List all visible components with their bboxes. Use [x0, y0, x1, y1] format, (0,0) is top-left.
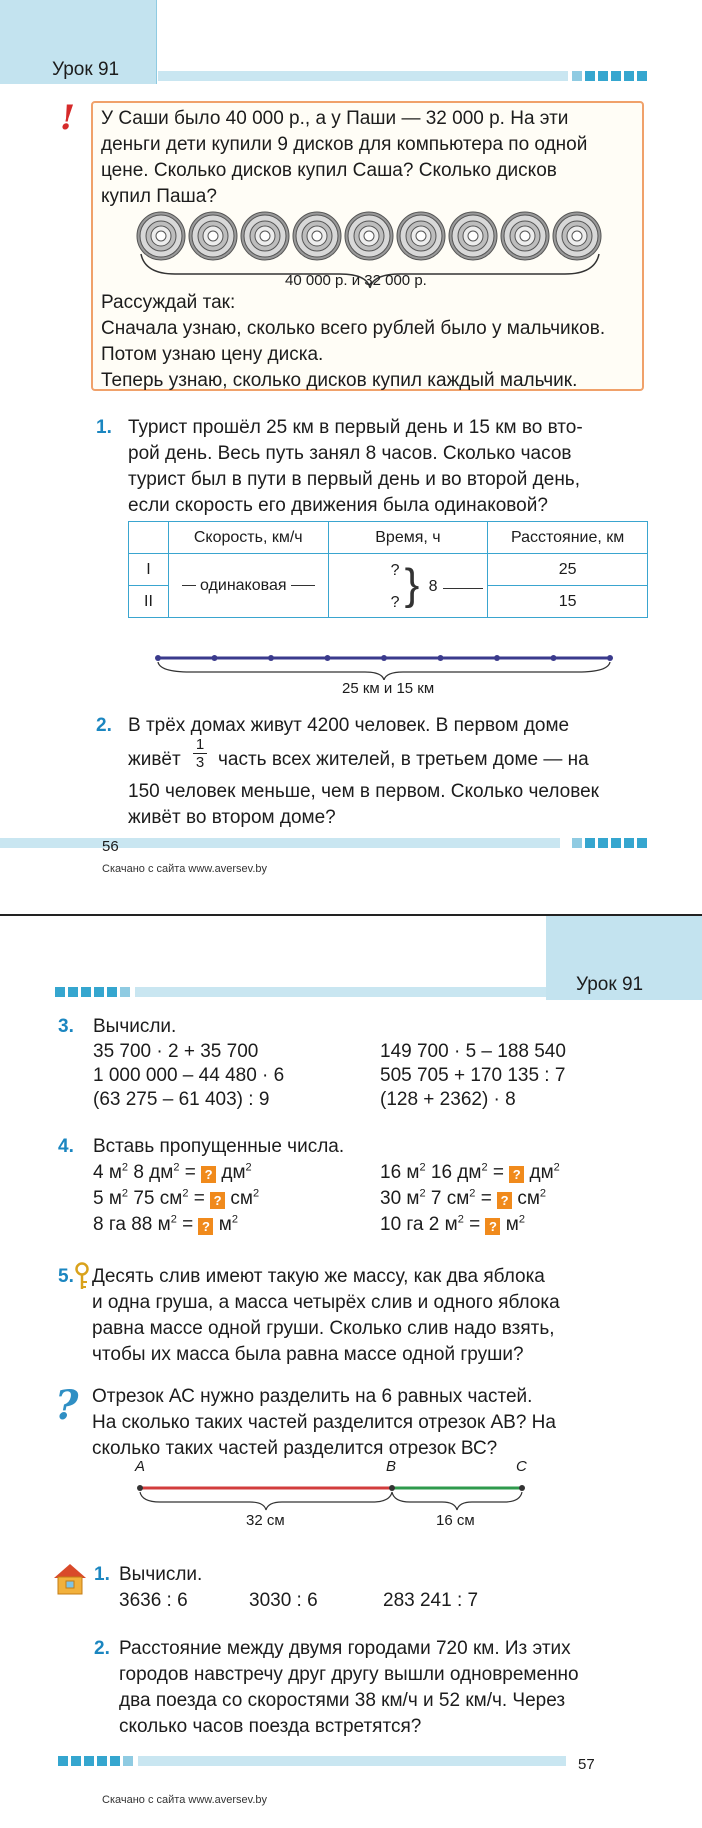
header-time: Время, ч [328, 522, 488, 554]
task1-number: 1. [96, 417, 112, 438]
task1-line: если скорость его движения была одинаковой? [128, 495, 548, 516]
task5-number: 5. [58, 1266, 74, 1287]
disc-icon [241, 212, 289, 260]
disc-icon [137, 212, 185, 260]
task4-equation: 16 $м^2$ 16 $дм^2$ = ? $дм^2$ [380, 1161, 560, 1183]
segment-label: 25 км и 15 км [342, 680, 435, 697]
task-box-line: У Саши было 40 000 р., а у Паши — 32 000 р. На эти [101, 108, 569, 129]
task1-line: турист был в пути в первый день и во второй день, [128, 469, 580, 490]
row-label: I [129, 554, 169, 586]
home1-expr: 3636 : 6 [119, 1590, 188, 1611]
task-box-line: деньги дети купили 9 дисков для компьютера по одной [101, 134, 588, 155]
segment-point [438, 655, 444, 661]
top-rule [135, 987, 546, 997]
time-cell: ? ? } 8 [328, 554, 488, 618]
bottom-rule [138, 1756, 566, 1766]
puzzle-line: Отрезок АС нужно разделить на 6 равных частей. [92, 1386, 533, 1407]
task5-line: равна массе одной груши. Сколько слив надо взять, [92, 1318, 555, 1339]
missing-number-box[interactable]: ? [509, 1166, 524, 1183]
disc-icon [345, 212, 393, 260]
missing-number-box[interactable]: ? [198, 1218, 213, 1235]
task4-equation: 10 га 2 $м^2$ = ? $м^2$ [380, 1213, 525, 1235]
task3-expr: (128 + 2362) · 8 [380, 1089, 516, 1110]
lesson-title: Урок 91 [52, 59, 120, 80]
page-57 [0, 914, 702, 1828]
segment-point [381, 655, 387, 661]
bottom-rule [0, 838, 560, 848]
home2-line: городов навстречу друг другу вышли одновременно [119, 1664, 579, 1685]
task3-title: Вычисли. [93, 1016, 177, 1037]
disc-icon [449, 212, 497, 260]
reason-line: Теперь узнаю, сколько дисков купил каждый мальчик. [101, 370, 578, 391]
segment-point [155, 655, 161, 661]
segment-point [494, 655, 500, 661]
task2-line: В трёх домах живут 4200 человек. В первом доме [128, 715, 570, 736]
missing-number-box[interactable]: ? [210, 1192, 225, 1209]
segment-point [212, 655, 218, 661]
disc-icon [501, 212, 549, 260]
home2-line: сколько часов поезда встретятся? [119, 1716, 422, 1737]
home1-expr: 283 241 : 7 [383, 1590, 479, 1611]
task3-expr: (63 275 – 61 403) : 9 [93, 1089, 270, 1110]
task2-number: 2. [96, 715, 112, 736]
task5-line: чтобы их масса была равна массе одной груши? [92, 1344, 524, 1365]
task2-line: живёт во втором доме? [128, 807, 336, 828]
home1-title: Вычисли. [119, 1564, 203, 1585]
task4-equation: 5 $м^2$ 75 $см^2$ = ? $см^2$ [93, 1187, 260, 1209]
task3-expr: 505 705 + 170 135 : 7 [380, 1065, 566, 1086]
reason-line: Рассуждай так: [101, 292, 236, 313]
house-icon [52, 1562, 88, 1596]
page-number: 56 [102, 838, 119, 855]
puzzle-line: На сколько таких частей разделится отрезок АВ? На [92, 1412, 556, 1433]
task2-line: живёт [128, 749, 181, 770]
distance-cell: 25 [488, 554, 648, 586]
task1-line: рой день. Весь путь занял 8 часов. Сколько часов [128, 443, 572, 464]
task4-number: 4. [58, 1136, 74, 1157]
segment-point [607, 655, 613, 661]
missing-number-box[interactable]: ? [485, 1218, 500, 1235]
task4-title: Вставь пропущенные числа. [93, 1136, 345, 1157]
page-number: 57 [578, 1756, 595, 1773]
reason-line: Сначала узнаю, сколько всего рублей было у мальчиков. [101, 318, 606, 339]
disc-icon [397, 212, 445, 260]
task3-number: 3. [58, 1016, 74, 1037]
task3-expr: 35 700 · 2 + 35 700 [93, 1041, 259, 1062]
distance-cell: 15 [488, 586, 648, 618]
discs-brace-label: 40 000 р. и 32 000 р. [285, 272, 427, 289]
reason-line: Потом узнаю цену диска. [101, 344, 324, 365]
task3-expr: 149 700 · 5 – 188 540 [380, 1041, 566, 1062]
home1-number: 1. [94, 1564, 110, 1585]
point-a: A [135, 1458, 146, 1475]
task4-equation: 30 $м^2$ 7 $см^2$ = ? $см^2$ [380, 1187, 547, 1209]
task3-expr: 1 000 000 – 44 480 · 6 [93, 1065, 285, 1086]
task-box-line: цене. Сколько дисков купил Саша? Сколько дисков [101, 160, 557, 181]
segment-ac [130, 1476, 550, 1516]
home1-expr: 3030 : 6 [249, 1590, 318, 1611]
header-distance: Расстояние, км [488, 522, 648, 554]
home2-line: два поезда со скоростями 38 км/ч и 52 км/ч. Через [119, 1690, 566, 1711]
disc-icon [553, 212, 601, 260]
row-label: II [129, 586, 169, 618]
missing-number-box[interactable]: ? [497, 1192, 512, 1209]
puzzle-line: сколько таких частей разделится отрезок ВС? [92, 1438, 498, 1459]
segment-point [551, 655, 557, 661]
task2-line: 150 человек меньше, чем в первом. Сколько человек [128, 781, 599, 802]
fraction: 1 3 [193, 736, 207, 771]
question-mark-icon: ? [55, 1382, 79, 1429]
disc-icon [189, 212, 237, 260]
top-rule [158, 71, 568, 81]
task1-table [128, 521, 648, 618]
ab-length: 32 см [246, 1512, 285, 1529]
home2-line: Расстояние между двумя городами 720 км. Из этих [119, 1638, 571, 1659]
footer-source: Скачано с сайта www.aversev.by [102, 1794, 268, 1806]
point-c: C [516, 1458, 527, 1475]
lesson-title: Урок 91 [576, 974, 644, 995]
home2-number: 2. [94, 1638, 110, 1659]
key-icon [74, 1262, 90, 1290]
task4-equation: 8 га 88 $м^2$ = ? $м^2$ [93, 1213, 238, 1235]
bc-length: 16 см [436, 1512, 475, 1529]
segment-point [325, 655, 331, 661]
speed-cell: одинаковая [168, 554, 328, 618]
task4-equation: 4 $м^2$ 8 $дм^2$ = ? $дм^2$ [93, 1161, 252, 1183]
header-speed: Скорость, км/ч [168, 522, 328, 554]
task1-line: Турист прошёл 25 км в первый день и 15 км во вто- [128, 417, 583, 438]
task2-line: часть всех жителей, в третьем доме — на [218, 749, 589, 770]
disc-icon [293, 212, 341, 260]
task5-line: и одна груша, а масса четырёх слив и одного яблока [92, 1292, 560, 1313]
segment-point [268, 655, 274, 661]
task-box-line: купил Паша? [101, 186, 217, 207]
point-b: B [386, 1458, 397, 1475]
exclamation-icon: ! [60, 98, 75, 138]
task5-line: Десять слив имеют такую же массу, как два яблока [92, 1266, 545, 1287]
footer-source: Скачано с сайта www.aversev.by [102, 863, 268, 875]
missing-number-box[interactable]: ? [201, 1166, 216, 1183]
